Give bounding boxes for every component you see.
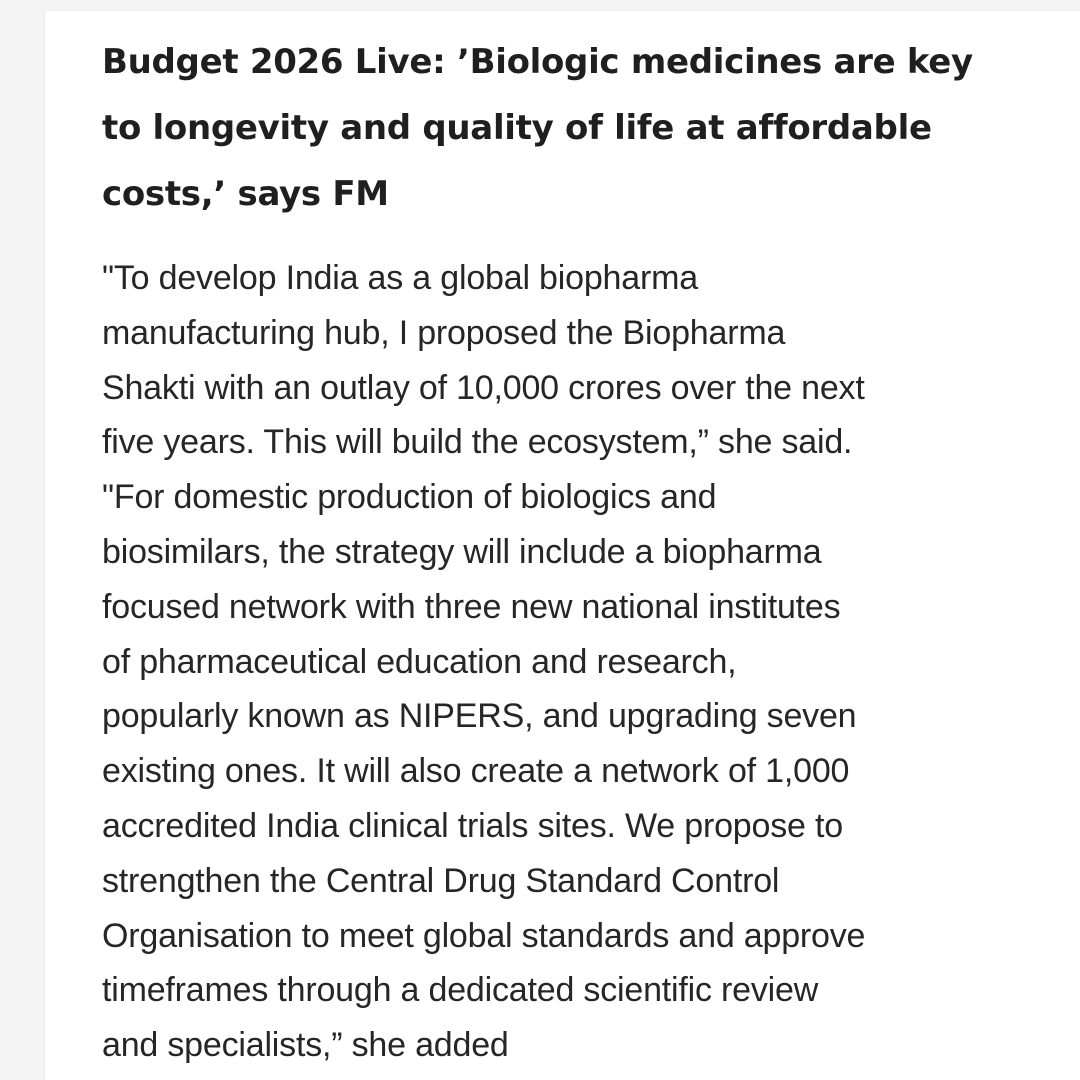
body-line: biosimilars, the strategy will include a biopharma	[102, 532, 822, 571]
body-line: existing ones. It will also create a network of 1,000	[102, 752, 850, 791]
headline-line: to longevity and quality of life at affordable	[102, 108, 932, 148]
body-line: five years. This will build the ecosystem,” she said.	[102, 423, 853, 462]
headline-line: costs,’ says FM	[102, 174, 389, 214]
article-body	[102, 251, 1042, 1073]
body-line: Organisation to meet global standards and approve	[102, 916, 866, 955]
body-line: strengthen the Central Drug Standard Control	[102, 861, 780, 900]
body-line: popularly known as NIPERS, and upgrading seven	[102, 697, 857, 736]
body-line: Shakti with an outlay of 10,000 crores over the next	[102, 368, 865, 407]
headline-line: Budget 2026 Live: ’Biologic medicines are key	[102, 42, 973, 82]
body-line: and specialists,” she added	[102, 1026, 509, 1065]
body-line: accredited India clinical trials sites. We propose to	[102, 806, 843, 845]
body-line: "For domestic production of biologics and	[102, 478, 717, 517]
body-line: of pharmaceutical education and research,	[102, 642, 737, 681]
article-card	[44, 10, 1080, 1080]
body-line: manufacturing hub, I proposed the Biopharma	[102, 313, 786, 352]
article-headline	[102, 29, 1052, 227]
body-line: timeframes through a dedicated scientific review	[102, 971, 819, 1010]
body-line: "To develop India as a global biopharma	[102, 259, 698, 297]
body-line: focused network with three new national institutes	[102, 587, 841, 626]
